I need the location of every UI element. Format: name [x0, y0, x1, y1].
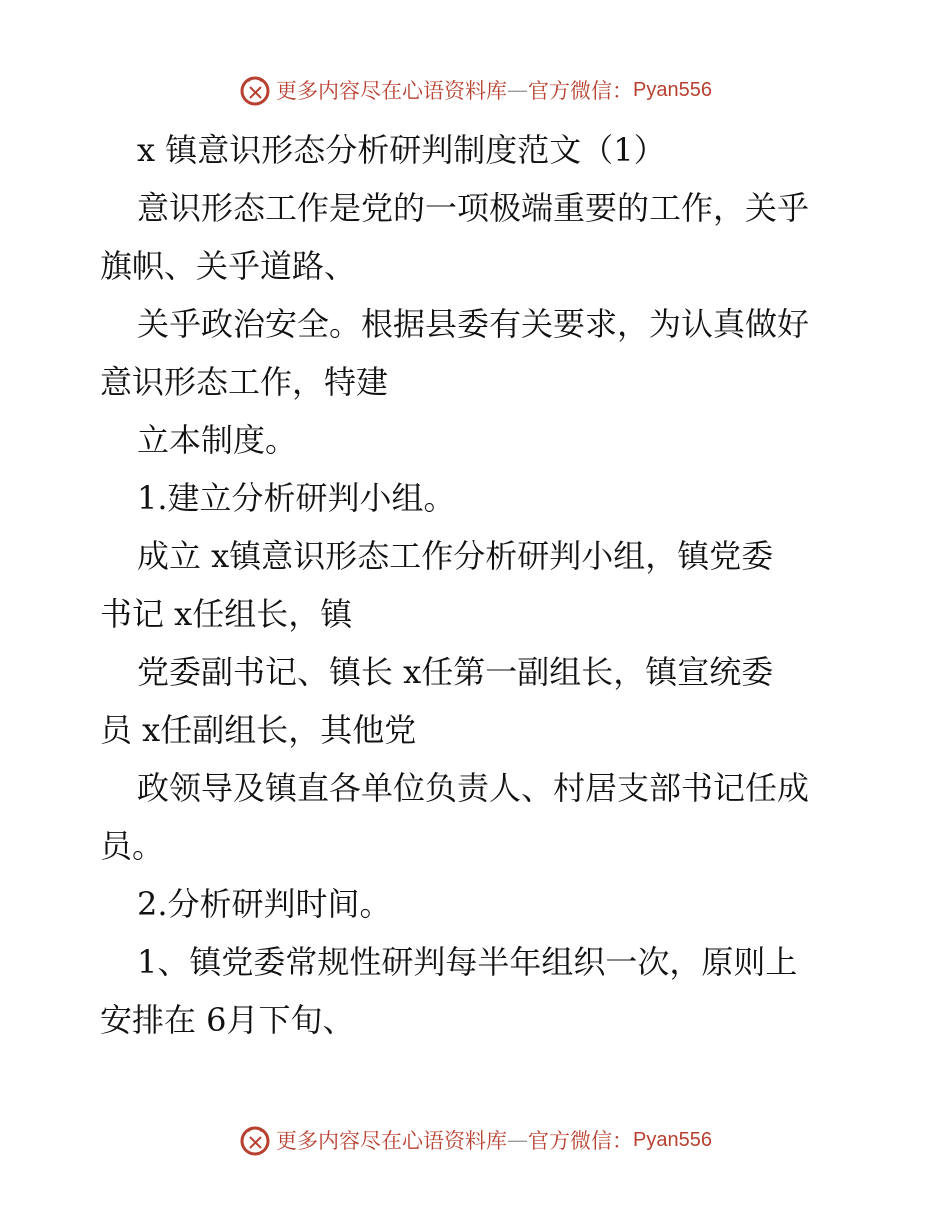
- paragraph-line: 员 x任副组长，其他党: [100, 711, 417, 749]
- header-watermark-banner: [0, 70, 950, 110]
- paragraph-line: 政领导及镇直各单位负责人、村居支部书记任成: [137, 769, 810, 807]
- document-title: x 镇意识形态分析研判制度范文（1）: [137, 131, 666, 169]
- paragraph-line: 安排在 6月下旬、: [100, 1001, 355, 1039]
- paragraph-line: 意识形态工作，特建: [100, 363, 389, 401]
- paragraph-line: 旗帜、关乎道路、: [100, 247, 357, 285]
- footer-watermark-banner: [0, 1120, 950, 1160]
- red-tomato-logo-icon: [238, 1123, 272, 1157]
- banner-separator: —: [507, 78, 529, 102]
- banner-main-text: 更多内容尽在心语资料库: [276, 1129, 508, 1153]
- paragraph-line: 书记 x任组长，镇: [100, 595, 353, 633]
- paragraph-line: 1、镇党委常规性研判每半年组织一次，原则上: [137, 943, 798, 981]
- section-heading: 2.分析研判时间。: [137, 885, 392, 923]
- banner-wechat-label: 官方微信：: [528, 1129, 634, 1153]
- banner-wechat-id: Pyan556: [633, 1128, 712, 1151]
- document-body: [100, 121, 860, 1049]
- banner-wechat-label: 官方微信：: [528, 79, 634, 103]
- paragraph-line: 意识形态工作是党的一项极端重要的工作，关乎: [137, 189, 810, 227]
- section-heading: 1.建立分析研判小组。: [137, 479, 456, 517]
- banner-separator: —: [507, 1128, 529, 1152]
- red-tomato-logo-icon: [238, 73, 272, 107]
- paragraph-line: 立本制度。: [137, 421, 298, 459]
- paragraph-line: 员。: [100, 827, 165, 865]
- banner-wechat-id: Pyan556: [633, 78, 712, 101]
- paragraph-line: 成立 x镇意识形态工作分析研判小组，镇党委: [137, 537, 774, 575]
- paragraph-line: 关乎政治安全。根据县委有关要求，为认真做好: [137, 305, 810, 343]
- banner-main-text: 更多内容尽在心语资料库: [276, 79, 508, 103]
- paragraph-line: 党委副书记、镇长 x任第一副组长，镇宣统委: [137, 653, 774, 691]
